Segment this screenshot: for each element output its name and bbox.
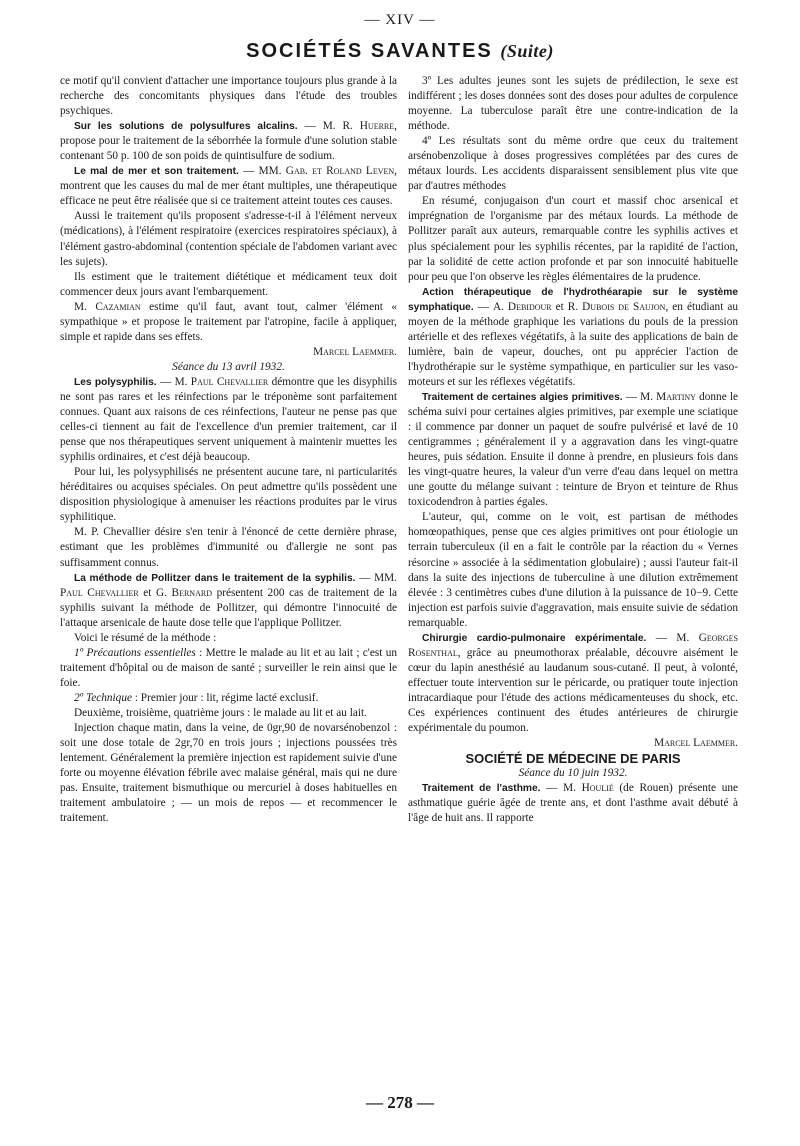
author: Paul Chevallier	[60, 586, 139, 599]
paragraph-body: démontre que les disyphilis ne sont pas rares et les réinfections par le tréponème sont parfaitement connues. Quant aux raisons de ces réinfections, l'auteur ne pense pas que celles-ci tiennent au fait de l'excellence d'un premier traitement, car il pense que nos thérapeutiques servent uniquement à maintenir muettes les syphilis ordinaires, et c'est déjà beaucoup.	[60, 375, 397, 464]
paragraph: L'auteur, qui, comme on le voit, est partisan de méthodes homœopathiques, pense que ces algies primitives ont pour étiologie un terrain tuberculeux (il en a fait le contrôle par la réaction du « Vernes résorcine » associée à la sédimentation globulaire) ; aussi l'auteur fait-il dans la suite des injections de tuberculine à une dilution extrêmement élevée : 3 centimètres cubes d'une dilution à la puissance de 10−9. Cette injection est parfois suivie d'aggravation, mais ensuite suivie de sédation remarquable.	[408, 511, 738, 629]
author: R. Huerre	[342, 120, 395, 133]
paragraph-body: présentent 200 cas de traitement de la syphilis suivant la méthode de Pollitzer, qui démontre l'innocuité de l'attaque arsenicale de haute dose telle que l'applique Pollitzer.	[60, 586, 397, 629]
article-heading: Traitement de l'asthme.	[422, 783, 541, 795]
conjunction: et	[555, 300, 564, 313]
author: Houlié	[581, 782, 614, 795]
page-number: — 278 —	[366, 1093, 434, 1112]
paragraph-body: propose pour le traitement de la séborrhée la formule d'une solution stable contenant 50 p. 100 de son poids de quintisulfure de sodium.	[60, 135, 397, 163]
right-column	[408, 74, 738, 1079]
paragraph-hydrotherapie: Action thérapeutique de l'hydrothéarapie sur le système symphatique. — A. Debidour et R. Dubois de Saujon, en étudiant au moyen de la méthode graphique les variations du pouls de la pression artérielle et des reflexes végétatifs, à la suite des applications de bain de lumière, bain de vapeur, douches, ont pu apprécier l'action de l'hydrothérapie sur le système sympathique, en particulier sur les vaso-moteurs et sur les réflexes végétatifs.	[408, 286, 738, 388]
paragraph: M. P. Chevallier désire s'en tenir à l'énoncé de cette dernière phrase, estimant que les problèmes d'immunité ou d'allergie ne sont pas suffisamment connus.	[60, 526, 397, 569]
author: Paul Chevallier	[190, 375, 269, 388]
paragraph-body: , grâce au pneumothorax préalable, découvre aisément le cœur du lapin anesthésié au laudanum sous-cutané. Il peut, à volonté, effectuer toute intervention sur le péricarde, ou pratiquer toute injection intracardiaque pour l'étude des actions médicamenteuses du shock, etc. Ces expériences continuent des études antérieures de chirurgie expérimentale du poumon.	[408, 646, 738, 735]
list-label: 1º Précautions essentielles	[74, 646, 196, 659]
session-date: Séance du 13 avril 1932.	[172, 360, 285, 373]
left-column	[60, 74, 397, 1079]
roman-page-number: — XIV —	[364, 12, 436, 28]
paragraph-precautions	[60, 646, 397, 691]
author: Georges Rosenthal	[408, 631, 738, 659]
paragraph-mal-de-mer: Le mal de mer et son traitement. — MM. Gab. et Roland Leven, montrent que les causes du mal de mer étant multiples, une thérapeutique efficace ne peut être réalisée que si ce traitement atteint toutes ces causes.	[60, 165, 397, 208]
paragraph-asthme: Traitement de l'asthme. — M. Houlié (de Rouen) présente une asthmatique guérie âgée de trente ans, et dont l'asthme avait débuté à l'âge de huit ans. Il rapporte	[408, 782, 738, 825]
paragraph-chirurgie: Chirurgie cardio-pulmonaire expérimentale. — M. Georges Rosenthal, grâce au pneumothorax préalable, découvre aisément le cœur du lapin anesthésié au laudanum sous-cutané. Il peut, à volonté, effectuer toute intervention sur le péricarde, ou pratiquer toute injection intracardiaque pour l'étude des actions médicamenteuses du shock, etc. Ces expériences continuent des études antérieures de chirurgie expérimentale du poumon.	[408, 631, 738, 735]
article-heading: Traitement de certaines algies primitives.	[422, 391, 623, 403]
paragraph-body: donne le schéma suivi pour certaines algies primitives, par exemple une sciatique : il commence par donner un paquet de soufre pulvérisé et lavé de 10 centigrammes ; généralement il y a aggravation dans les vingt-quatre heures, puis sédation. Ensuite il donne à prendre, en plusieurs fois dans les vingt-quatre heures, la valeur d'un verre d'eau dans lequel on mettra une goutte du mélange suivant : teinture de Bryon et teinture de Rhus toxicodendron à parties égales.	[408, 390, 738, 509]
article-heading: Action thérapeutique de l'hydrothéarapie sur le système symphatique.	[408, 286, 738, 313]
paragraph-body: : Premier jour : lit, régime lacté exclusif.	[134, 691, 319, 704]
signature: Marcel Laemmer.	[654, 737, 738, 750]
author: Gab. et Roland Leven	[285, 165, 395, 178]
running-header	[0, 40, 800, 63]
paragraph-algies: Traitement de certaines algies primitives. — M. Martiny donne le schéma suivi pour certaines algies primitives, par exemple une sciatique : il commence par donner un paquet de soufre pulvérisé et lavé de 10 centigrammes ; généralement il y a aggravation dans les vingt-quatre heures, puis sédation. Ensuite il donne à prendre, en plusieurs fois dans les vingt-quatre heures, la valeur d'un verre d'eau dans lequel on mettra une goutte du mélange suivant : teinture de Bryon et teinture de Rhus toxicodendron à parties égales.	[408, 390, 738, 509]
article-heading: Sur les solutions de polysulfures alcalins.	[74, 121, 298, 133]
author: R. Dubois de Saujon	[567, 300, 666, 313]
header-suite: (Suite)	[500, 41, 554, 61]
article-heading: La méthode de Pollitzer dans le traitement de la syphilis.	[74, 572, 356, 584]
paragraph-body: : Mettre le malade au lit et au lait ; c'est un traitement d'hôpital ou de maison de santé ; surveiller le rein ainsi que le foie.	[60, 646, 397, 689]
paragraph-body: estime qu'il faut, avant tout, calmer 'élément « sympathique » et propose le traitement par l'atropine, facile à appliquer, simple et rapide dans ses effets.	[60, 300, 397, 343]
author: A. Debidour	[492, 300, 552, 313]
header-title: SOCIÉTÉS SAVANTES	[246, 40, 493, 62]
paragraph-body: montrent que les causes du mal de mer étant multiples, une thérapeutique efficace ne peut être réalisée que si ce traitement atteint toutes ces causes.	[60, 180, 397, 208]
author: Cazamian	[95, 300, 141, 313]
paragraph: Injection chaque matin, dans la veine, de 0gr,90 de novarsénobenzol : soit une dose totale de 2gr,70 en trois jours ; injections poussées très lentement. Généralement la première injection est rapidement suivie d'une forte ou moyenne élévation fébrile avec malaise général, mais qui ne dure pas. Ensuite, traitement bismuthique ou mercuriel à doses habituelles en traitement ambulatoire ; — un mois de repos — et recommencer le traitement.	[60, 722, 397, 825]
author: G. Bernard	[156, 586, 212, 599]
paragraph: En résumé, conjugaison d'un court et massif choc arsenical et imprégnation de l'organisme par des métaux lourds. La méthode de Pollitzer paraît aux auteurs, remarquable contre les syphilis actives et plus spécialement pour les syphilis récentes, par la rapidité de l'action, par la solidité de cette action profonde et par son innocuité habituelle pour peu que l'on observe les règles élémentaires de la prudence.	[408, 195, 738, 283]
paragraph: Pour lui, les polysyphilisés ne présentent aucune tare, ni particularités héréditaires ou acquises spéciales. On peut admettre qu'ils possèdent une disposition physiologique à amenuiser les réactions produites par le virus syphilitique.	[60, 466, 397, 524]
paragraph: Aussi le traitement qu'ils proposent s'adresse-t-il à l'élément nerveux (médications), à l'élément respiratoire (exercices respiratoires spéciaux), à l'élément gastro-abdominal (contention spéciale de l'abdomen variant avec les sujets).	[60, 210, 397, 268]
list-label: 2º Technique	[74, 691, 132, 704]
paragraph-body: , en étudiant au moyen de la méthode graphique les variations du pouls de la pression artérielle et des reflexes végétatifs, à la suite des applications de bain de lumière, bain de vapeur, douches, ont pu apprécier l'action de l'hydrothérapie sur le système sympathique, en particulier sur les vaso-moteurs et sur les réflexes végétatifs.	[408, 300, 738, 388]
society-heading: SOCIÉTÉ DE MÉDECINE DE PARIS	[465, 751, 681, 767]
paragraph-polysyphilis: Les polysyphilis. — M. Paul Chevallier démontre que les disyphilis ne sont pas rares et les réinfections par le tréponème sont parfaitement connues. Quant aux raisons de ces réinfections, l'auteur ne pense pas que celles-ci tiennent au fait de l'excellence d'un premier traitement, car il pense que nos thérapeutiques servent uniquement à maintenir muettes les syphilis ordinaires, et c'est déjà beaucoup.	[60, 375, 397, 464]
paragraph: ce motif qu'il convient d'attacher une importance toujours plus grande à la recherche des concomitants physiques dans l'étude des troubles psychiques.	[60, 75, 397, 118]
author: Martiny	[656, 390, 696, 403]
paragraph: Ils estiment que le traitement diététique et médicament teux doit commencer deux jours avant l'embarquement.	[60, 270, 397, 298]
paragraph: 3º Les adultes jeunes sont les sujets de prédilection, le sexe est indifférent ; les doses données sont des doses pour adultes de corpulence moyenne. La tuberculose paraît être une contre-indication de la méthode.	[408, 75, 738, 133]
article-heading: Le mal de mer et son traitement.	[74, 166, 239, 178]
paragraph-pollitzer: La méthode de Pollitzer dans le traitement de la syphilis. — MM. Paul Chevallier et G. Bernard présentent 200 cas de traitement de la syphilis suivant la méthode de Pollitzer, qui démontre l'innocuité de l'attaque arsenicale de haute dose telle que l'applique Pollitzer.	[60, 571, 397, 629]
paragraph-body: (de Rouen) présente une asthmatique guérie âgée de trente ans, et dont l'asthme avait débuté à l'âge de huit ans. Il rapporte	[408, 782, 738, 825]
paragraph: Voici le résumé de la méthode :	[74, 631, 217, 644]
paragraph-technique	[60, 691, 397, 706]
paragraph: 4º Les résultats sont du même ordre que ceux du traitement arsénobenzolique à doses progressives complétées par des cures de métaux lourds. Les accidents disparaissent sensiblement plus vite que par d'autres méthodes	[408, 135, 738, 193]
conjunction: et	[143, 586, 152, 599]
article-heading: Les polysyphilis.	[74, 376, 157, 388]
paragraph: Deuxième, troisième, quatrième jours : le malade au lit et au lait.	[74, 706, 367, 719]
signature: Marcel Laemmer.	[313, 345, 397, 358]
article-heading: Chirurgie cardio-pulmonaire expérimentale.	[422, 632, 647, 644]
paragraph-polysulfures: Sur les solutions de polysulfures alcalins. — M. R. Huerre, propose pour le traitement de la séborrhée la formule d'une solution stable contenant 50 p. 100 de son poids de quintisulfure de sodium.	[60, 120, 397, 163]
session-date: Séance du 10 juin 1932.	[518, 767, 628, 780]
paragraph-cazamian: M. Cazamian estime qu'il faut, avant tout, calmer 'élément « sympathique » et propose le traitement par l'atropine, facile à appliquer, simple et rapide dans ses effets.	[60, 300, 397, 343]
